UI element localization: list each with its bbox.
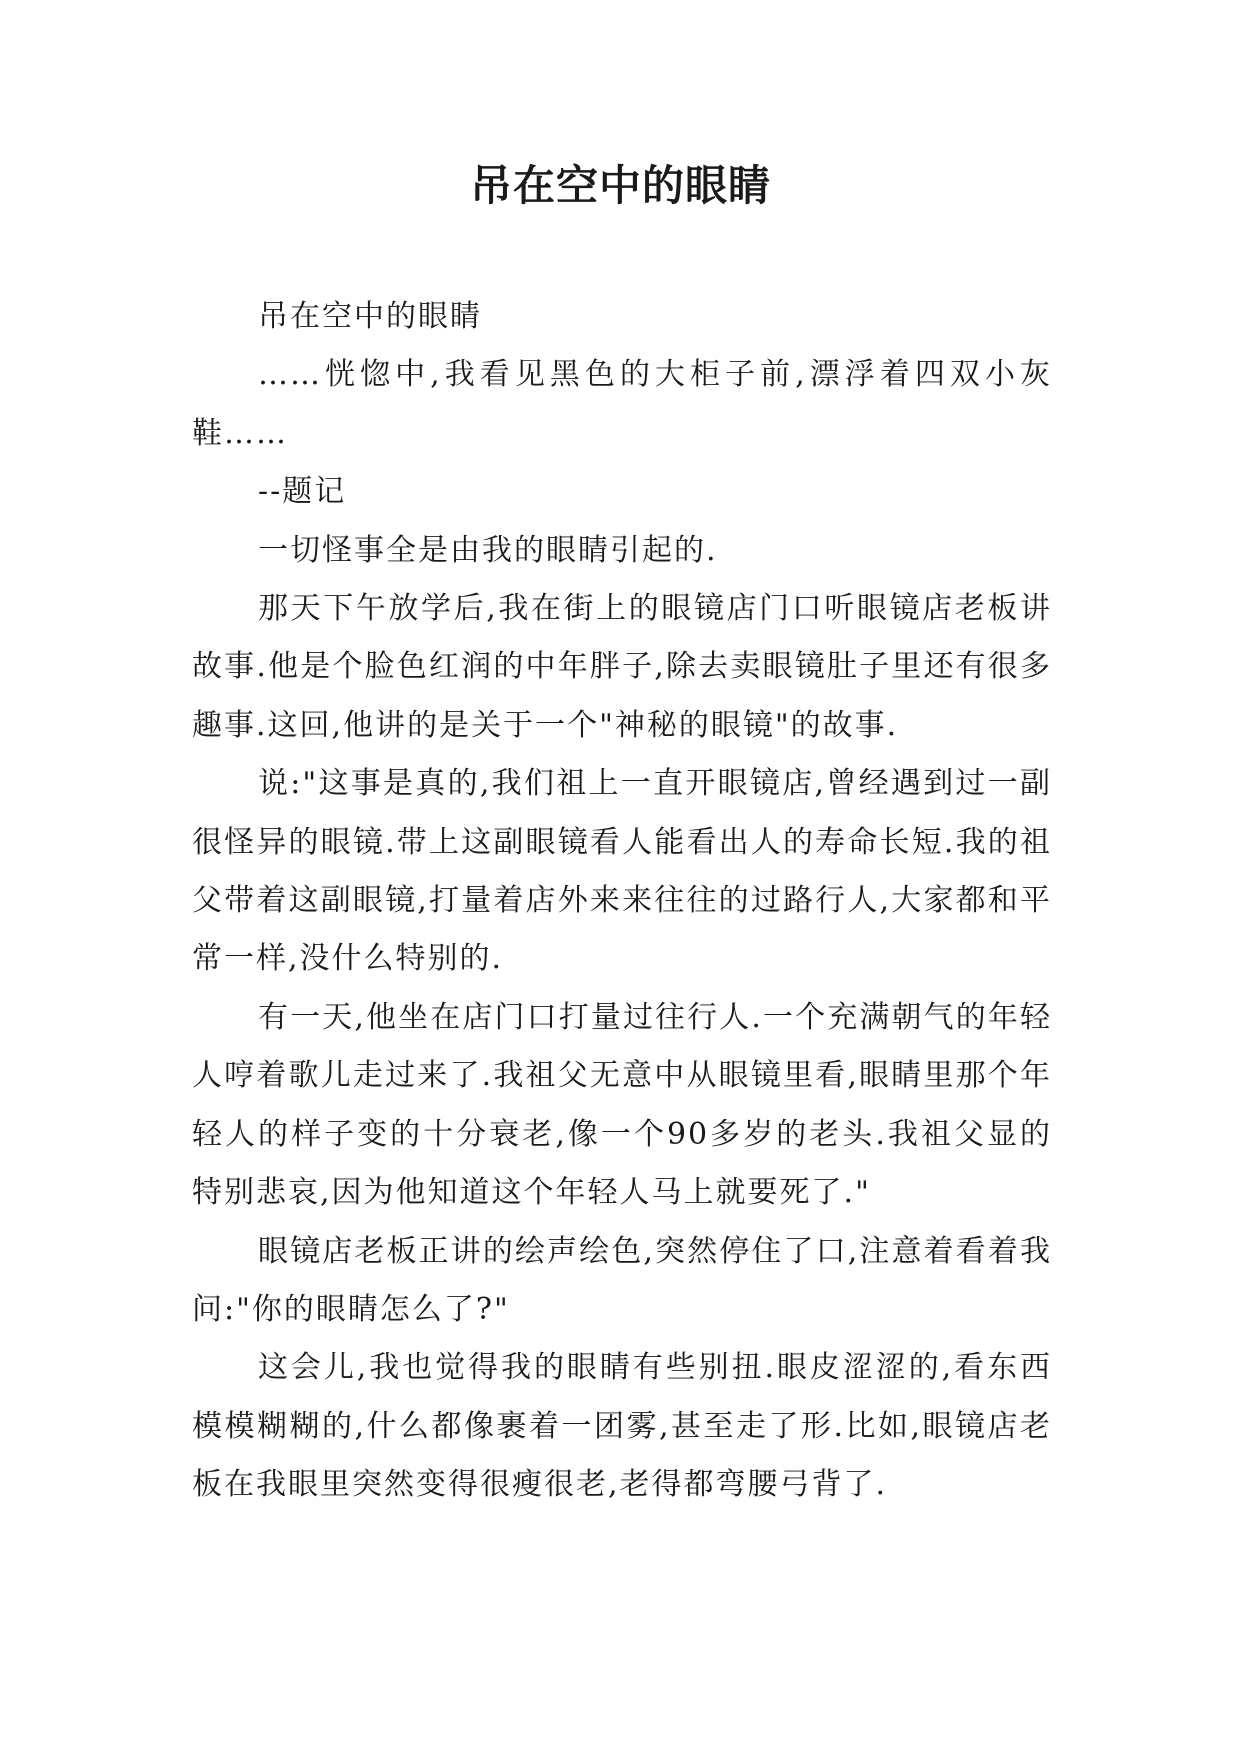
- paragraph: 眼镜店老板正讲的绘声绘色,突然停住了口,注意着看着我问:"你的眼睛怎么了?": [192, 1233, 1052, 1327]
- paragraph: 那天下午放学后,我在街上的眼镜店门口听眼镜店老板讲故事.他是个脸色红润的中年胖子,除去卖眼镜肚子里还有很多趣事.这回,他讲的是关于一个"神秘的眼镜"的故事.: [192, 591, 1052, 743]
- paragraph: 有一天,他坐在店门口打量过往行人.一个充满朝气的年轻人哼着歌儿走过来了.我祖父无意中从眼镜里看,眼睛里那个年轻人的样子变的十分衰老,像一个90多岁的老头.我祖父显的特别悲哀,因为他知道这个年轻人马上就要死了.": [192, 999, 1052, 1211]
- paragraph-epigraph-attribution: --题记: [258, 474, 347, 510]
- paragraph: 说:"这事是真的,我们祖上一直开眼镜店,曾经遇到过一副很怪异的眼镜.带上这副眼镜看人能看出人的寿命长短.我的祖父带着这副眼镜,打量着店外来来往往的过路行人,大家都和平常一样,没什么特别的.: [192, 766, 1052, 977]
- paragraph: 这会儿,我也觉得我的眼睛有些别扭.眼皮涩涩的,看东西模模糊糊的,什么都像裹着一团雾,甚至走了形.比如,眼镜店老板在我眼里突然变得很瘦很老,老得都弯腰弓背了.: [192, 1350, 1052, 1503]
- document-body: [192, 288, 1052, 1515]
- document-title: 吊在空中的眼睛: [469, 161, 771, 210]
- paragraph-epigraph: ……恍惚中,我看见黑色的大柜子前,漂浮着四双小灰鞋……: [192, 357, 1052, 451]
- paragraph-subtitle: 吊在空中的眼睛: [258, 299, 482, 334]
- paragraph: 一切怪事全是由我的眼睛引起的.: [258, 532, 718, 568]
